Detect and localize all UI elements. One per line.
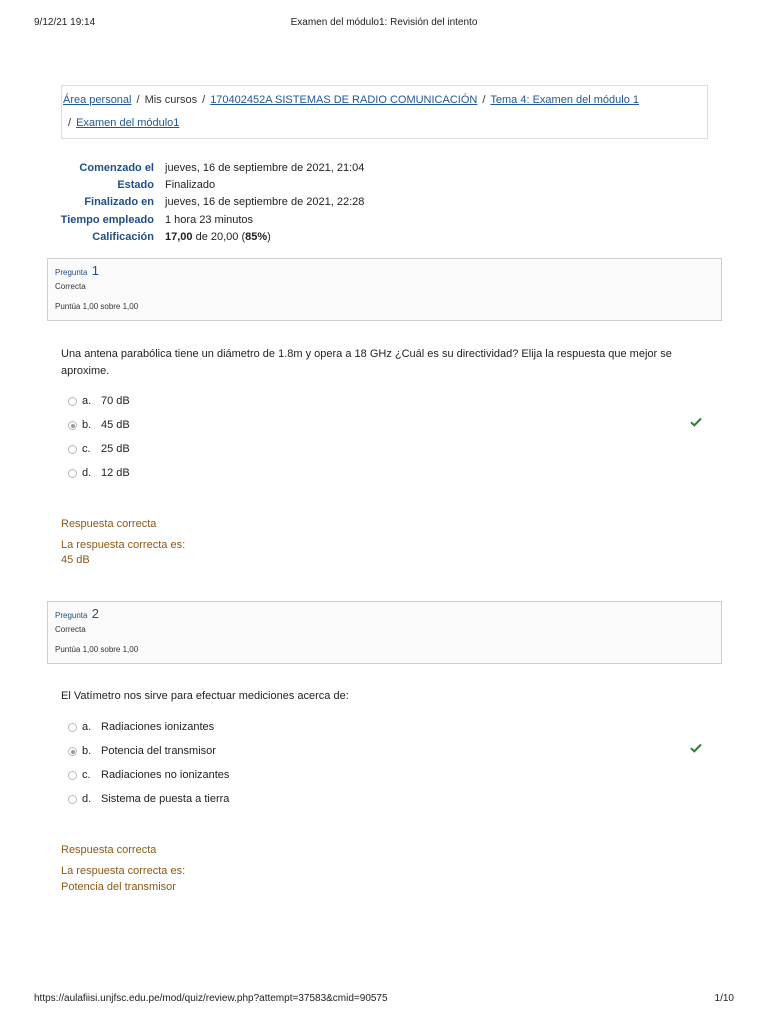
option-letter: b. xyxy=(82,745,92,757)
radio-icon[interactable] xyxy=(68,723,77,732)
answer-option[interactable] xyxy=(68,721,708,735)
question-prefix: Pregunta xyxy=(55,268,88,277)
print-page-number: 1/10 xyxy=(714,993,734,1004)
option-letter: c. xyxy=(82,443,91,455)
summary-value: Finalizado xyxy=(165,179,216,192)
summary-row xyxy=(48,179,708,196)
question-points: Puntúa 1,00 sobre 1,00 xyxy=(55,302,139,311)
summary-row xyxy=(48,196,708,213)
print-url: https://aulafiisi.unjfsc.edu.pe/mod/quiz/review.php?attempt=37583&cmid=90575 xyxy=(34,993,388,1004)
question-number xyxy=(55,606,99,621)
breadcrumb-course[interactable]: 170402452A SISTEMAS DE RADIO COMUNICACIÓN xyxy=(210,94,478,106)
answer-option[interactable] xyxy=(68,443,708,457)
breadcrumb-area-personal[interactable]: Área personal xyxy=(63,94,132,106)
breadcrumb-separator: / xyxy=(202,94,206,106)
question-prefix: Pregunta xyxy=(55,611,88,620)
option-letter: c. xyxy=(82,769,91,781)
breadcrumb-separator: / xyxy=(68,117,72,129)
attempt-summary xyxy=(48,162,708,248)
print-header xyxy=(0,17,768,31)
check-icon xyxy=(690,743,702,753)
feedback-text: Respuesta correcta xyxy=(61,844,157,856)
summary-label: Finalizado en xyxy=(84,196,154,209)
print-title: Examen del módulo1: Revisión del intento xyxy=(290,17,478,28)
summary-row xyxy=(48,214,708,231)
option-text: 70 dB xyxy=(101,395,130,407)
correct-answer-label: La respuesta correcta es: xyxy=(61,539,186,551)
summary-value: 1 hora 23 minutos xyxy=(165,213,254,226)
radio-icon[interactable] xyxy=(68,421,77,430)
radio-icon[interactable] xyxy=(68,771,77,780)
summary-label: Calificación xyxy=(92,230,154,243)
option-text: Potencia del transmisor xyxy=(101,745,216,757)
option-text: 12 dB xyxy=(101,467,130,479)
option-text: Radiaciones no ionizantes xyxy=(101,769,230,781)
question-num: 1 xyxy=(91,263,99,278)
question-text: Una antena parabólica tiene un diámetro de 1.8m y opera a 18 GHz ¿Cuál es su directividad? Elija la respuesta que mejor se aproxime. xyxy=(61,348,672,377)
radio-icon[interactable] xyxy=(68,445,77,454)
answer-option[interactable] xyxy=(68,769,708,783)
option-text: 45 dB xyxy=(101,419,130,431)
question-num: 2 xyxy=(91,606,99,621)
correct-answer-value: 45 dB xyxy=(61,554,90,566)
question-info xyxy=(47,258,722,321)
print-timestamp: 9/12/21 19:14 xyxy=(34,17,96,28)
breadcrumb-separator: / xyxy=(482,94,486,106)
summary-label: Comenzado el xyxy=(79,162,154,174)
correct-answer-value: Potencia del transmisor xyxy=(61,881,176,893)
grade-value xyxy=(165,231,271,243)
question-text: El Vatímetro nos sirve para efectuar mediciones acerca de: xyxy=(61,690,349,702)
breadcrumb-mis-cursos: Mis cursos xyxy=(144,94,198,106)
summary-row-grade xyxy=(48,231,708,248)
answer-option-selected[interactable] xyxy=(68,745,708,759)
question-number xyxy=(55,263,99,278)
radio-icon[interactable] xyxy=(68,747,77,756)
option-letter: a. xyxy=(82,721,92,733)
option-text: Radiaciones ionizantes xyxy=(101,721,215,733)
check-icon xyxy=(690,417,702,427)
grade-mid: de 20,00 ( xyxy=(192,230,246,243)
question-status: Correcta xyxy=(55,282,86,291)
answer-option-selected[interactable] xyxy=(68,419,708,433)
option-letter: b. xyxy=(82,419,92,431)
answer-option[interactable] xyxy=(68,467,708,481)
radio-icon[interactable] xyxy=(68,795,77,804)
option-text: 25 dB xyxy=(101,443,130,455)
option-text: Sistema de puesta a tierra xyxy=(101,793,230,805)
question-points: Puntúa 1,00 sobre 1,00 xyxy=(55,645,139,654)
radio-icon[interactable] xyxy=(68,397,77,406)
breadcrumb-tema[interactable]: Tema 4: Examen del módulo 1 xyxy=(490,94,639,106)
breadcrumb-exam[interactable]: Examen del módulo1 xyxy=(76,117,180,129)
answer-option[interactable] xyxy=(68,395,708,409)
print-footer xyxy=(0,993,768,1007)
breadcrumb-separator: / xyxy=(136,94,140,106)
summary-row xyxy=(48,162,708,179)
option-letter: a. xyxy=(82,395,92,407)
feedback-text: Respuesta correcta xyxy=(61,518,157,530)
grade-end: ) xyxy=(267,230,271,243)
grade-percent: 85% xyxy=(245,230,268,243)
grade-score: 17,00 xyxy=(165,230,193,243)
option-letter: d. xyxy=(82,467,92,479)
question-status: Correcta xyxy=(55,625,86,634)
question-info xyxy=(47,601,722,664)
radio-icon[interactable] xyxy=(68,469,77,478)
summary-value: jueves, 16 de septiembre de 2021, 21:04 xyxy=(165,162,365,174)
summary-label: Tiempo empleado xyxy=(60,213,154,226)
option-letter: d. xyxy=(82,793,92,805)
summary-value: jueves, 16 de septiembre de 2021, 22:28 xyxy=(165,196,365,209)
breadcrumb xyxy=(61,85,708,139)
answer-option[interactable] xyxy=(68,793,708,807)
correct-answer-label: La respuesta correcta es: xyxy=(61,865,186,877)
summary-label: Estado xyxy=(117,179,154,192)
